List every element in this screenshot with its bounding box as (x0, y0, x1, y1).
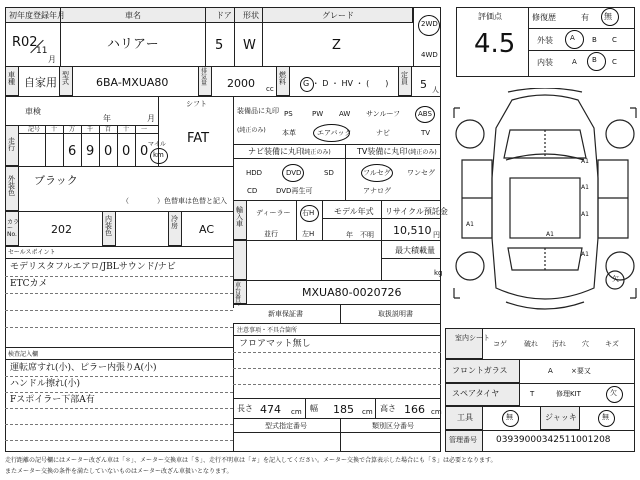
load-label: 最大積載量 (395, 246, 435, 255)
repair-none: 無 (604, 12, 612, 21)
parallel-label: 並行 (264, 230, 278, 238)
usage-label: 車種 (8, 71, 15, 86)
type-no-label: 型式指定番号 (265, 422, 307, 430)
seat-label: 室内シート (455, 334, 490, 342)
equipment-sublabel: (純正のみ) (237, 127, 266, 134)
shape-label: 形状 (243, 11, 259, 20)
digit-label-0: 記号 (28, 126, 41, 133)
front-glass-label: フロントガラス (452, 366, 508, 375)
navi-sub: (純正のみ) (302, 149, 331, 156)
front-glass-b: ×要又 (571, 367, 591, 375)
jack-value: 無 (602, 413, 609, 421)
mileage-label: 走行 (8, 137, 15, 152)
interior-grade-c: C (612, 58, 617, 66)
equipment-label: 装備品に丸印 (237, 107, 279, 115)
doors-label: ドア (216, 11, 232, 20)
damage-mark: A1 (581, 184, 589, 191)
navi-cd: CD (247, 187, 258, 195)
reg-month-unit: 月 (48, 55, 56, 64)
recycle-value: 10,510 (393, 224, 432, 237)
capacity-unit: 人 (432, 86, 439, 94)
equip-navi: ナビ (376, 129, 390, 137)
navi-sd: SD (324, 169, 334, 177)
exterior-grade-a: A (570, 34, 575, 42)
model: 6BA-MXUA80 (96, 76, 169, 89)
year-label: 年 (103, 114, 111, 123)
width-label: 幅 (310, 404, 318, 413)
load-unit: kg (434, 269, 443, 277)
fuel-label: 燃料 (279, 71, 286, 86)
color-change-note: （ ）色替車は色替と記入 (122, 197, 227, 205)
equip-sunroof: サンルーフ (366, 110, 401, 118)
right-hand: 右H (302, 209, 315, 217)
inspector-line: ハンドル擦れ(小) (10, 379, 81, 389)
length-unit: cm (291, 408, 302, 416)
sales-point-line: ETCカメ (10, 279, 48, 289)
tv-header: TV装備に丸印 (357, 147, 408, 156)
notes-line: フロアマット無し (239, 339, 311, 349)
mileage-digit: 6 (68, 144, 77, 159)
equip-airbag: エアバック (317, 129, 352, 137)
score: 4.5 (474, 29, 516, 59)
warranty-label: 新車保証書 (268, 310, 303, 318)
mileage-digit: 0 (104, 144, 113, 159)
spare-tire-t: T (530, 390, 535, 398)
width: 185 (333, 403, 354, 416)
import-label: 輸入車 (236, 206, 243, 228)
month-label: 月 (147, 114, 155, 123)
damage-mark: A1 (581, 251, 589, 258)
digit-label-6: 一 (141, 126, 148, 133)
jack-label: ジャッキ (545, 413, 577, 422)
footer-line-2: またメーター交換の条件を満たしていないものはメーター改ざん車扱いとなります。 (5, 468, 233, 475)
front-glass-a: A (548, 367, 553, 375)
navi-dvd-play: DVD再生可 (276, 187, 313, 195)
footer-line-1: 走行距離の記号欄にはメーター改ざん車は「＊」、メーター交換車は「＄」、走行不明車は「＃」を記入してください。メーター交換で合算表示した場合にも「＄」は必要となります。 (5, 457, 497, 464)
usage: 自家用 (24, 76, 57, 89)
tools-label: 工具 (457, 413, 473, 422)
interior-grade-label: 内装 (537, 58, 553, 67)
seat-item: 汚れ (552, 340, 566, 348)
exterior-grade-label: 外装 (537, 36, 553, 45)
drive-4wd: 4WD (421, 51, 438, 59)
equip-aw: AW (339, 110, 351, 118)
color: ブラック (34, 174, 78, 187)
exterior-grade-c: C (612, 36, 617, 44)
navi-hdd: HDD (246, 169, 263, 177)
capacity: 5 (420, 78, 427, 91)
model-year-label: モデル年式 (334, 207, 374, 216)
digit-label-5: 十 (123, 126, 130, 133)
length-label: 長さ (237, 404, 253, 413)
displacement-unit: cc (266, 85, 274, 93)
tv-fullseg: フルセグ (363, 169, 391, 177)
color-no-label: カラーNo. (7, 219, 20, 238)
spare-tire-missing: 欠 (610, 389, 617, 397)
car-name: ハリアー (107, 37, 159, 52)
class-no-label: 類別区分番号 (372, 422, 414, 430)
mileage-digit: 0 (140, 144, 149, 159)
interior-color-label: 内装色 (105, 215, 112, 237)
length: 474 (260, 403, 281, 416)
drive-2wd: 2WD (421, 20, 438, 28)
reg-year: R02 (12, 35, 38, 50)
equip-leather: 本革 (282, 129, 296, 137)
sales-point-line: モデリスタフルエアロ/JBLサウンド/ナビ (10, 262, 176, 272)
seat-item: キズ (605, 340, 619, 348)
damage-mark: A1 (466, 221, 474, 228)
manual-label: 取扱説明書 (378, 310, 413, 318)
displacement-label: 排気量 (201, 68, 208, 87)
inspector-line: 運転席すれ(小)、ピラー内張りA(小) (10, 363, 157, 373)
displacement: 2000 (227, 77, 255, 90)
inspector-label: 検査記入欄 (8, 351, 39, 358)
shaken-label: 車検 (25, 107, 41, 116)
left-hand: 左H (302, 230, 315, 238)
doors: 5 (215, 38, 224, 53)
reg-year-label: 初年度登録年月 (9, 11, 65, 20)
inspector-line: Fスポイラー下部A有 (10, 395, 95, 405)
mileage-unit-km: km (153, 151, 164, 159)
interior-grade-b: B (592, 56, 597, 64)
digit-label-4: 百 (105, 126, 112, 133)
digit-label-1: 十 (51, 126, 58, 133)
score-label: 評価点 (478, 12, 502, 21)
spare-tire-kit: 修理KIT (556, 390, 581, 398)
chassis-label: 車台番号 (235, 282, 242, 307)
spare-tire-label: スペアタイヤ (452, 389, 500, 398)
model-year-value: 年 不明 (346, 231, 374, 239)
navi-header: ナビ装備に丸印 (248, 147, 304, 156)
interior-grade-a: A (572, 58, 577, 66)
repair-label: 修復歴 (532, 13, 556, 22)
seat-item: コゲ (493, 340, 507, 348)
damage-mark: A1 (581, 158, 589, 165)
chassis-value: MXUA80-0020726 (302, 286, 402, 299)
spare-mark: 欠 (612, 275, 619, 283)
model-label: 型式 (62, 71, 69, 86)
capacity-label: 定員 (401, 71, 408, 86)
exterior-grade-b: B (592, 36, 597, 44)
digit-label-3: 千 (87, 126, 94, 133)
equip-tv: TV (421, 129, 431, 137)
car-diagram (452, 88, 638, 320)
height-unit: cm (431, 408, 442, 416)
ac: AC (199, 223, 215, 236)
equip-pw: PW (312, 110, 324, 118)
fuel-options: G ・ D ・ HV ・ ( ) (303, 79, 389, 88)
shift-label: シフト (186, 100, 207, 108)
color-label: 外装色 (8, 175, 15, 197)
equip-abs: ABS (418, 110, 432, 118)
mileage-unit-mile: マイル (148, 141, 166, 148)
seat-item: 破れ (524, 340, 538, 348)
recycle-label: リサイクル預託金 (385, 207, 448, 216)
reg-month: 11 (36, 46, 48, 56)
digit-label-2: 万 (69, 126, 76, 133)
tools-value: 無 (506, 413, 513, 421)
width-unit: cm (362, 408, 373, 416)
dealer-label: ディーラー (256, 209, 291, 217)
ac-label: 冷房 (171, 215, 178, 230)
mileage-digit: 9 (86, 144, 95, 159)
sales-points-label: セールスポイント (8, 249, 56, 256)
car-name-label: 車名 (125, 11, 141, 20)
grade-label: グレード (322, 11, 354, 20)
management-value: 03939000342511001208 (496, 435, 611, 445)
recycle-unit: 円 (433, 231, 440, 239)
mileage-digit: 0 (122, 144, 131, 159)
tv-analog: アナログ (363, 187, 391, 195)
color-no: 202 (51, 223, 72, 236)
management-label: 管理番号 (449, 436, 477, 444)
damage-mark: A1 (581, 211, 589, 218)
shape: W (243, 38, 256, 53)
notes-label: 注意事項・不具合箇所 (237, 327, 298, 334)
navi-dvd: DVD (286, 169, 302, 177)
height: 166 (404, 403, 425, 416)
repair-yes: 有 (581, 13, 589, 22)
shift: FAT (187, 131, 210, 146)
seat-item: 穴 (582, 340, 589, 348)
tv-oneseg: ワンセグ (407, 169, 435, 177)
damage-mark: A1 (546, 231, 554, 238)
equip-ps: PS (284, 110, 293, 118)
tv-sub: (純正のみ) (408, 149, 437, 156)
height-label: 高さ (380, 404, 396, 413)
grade: Z (332, 38, 341, 53)
